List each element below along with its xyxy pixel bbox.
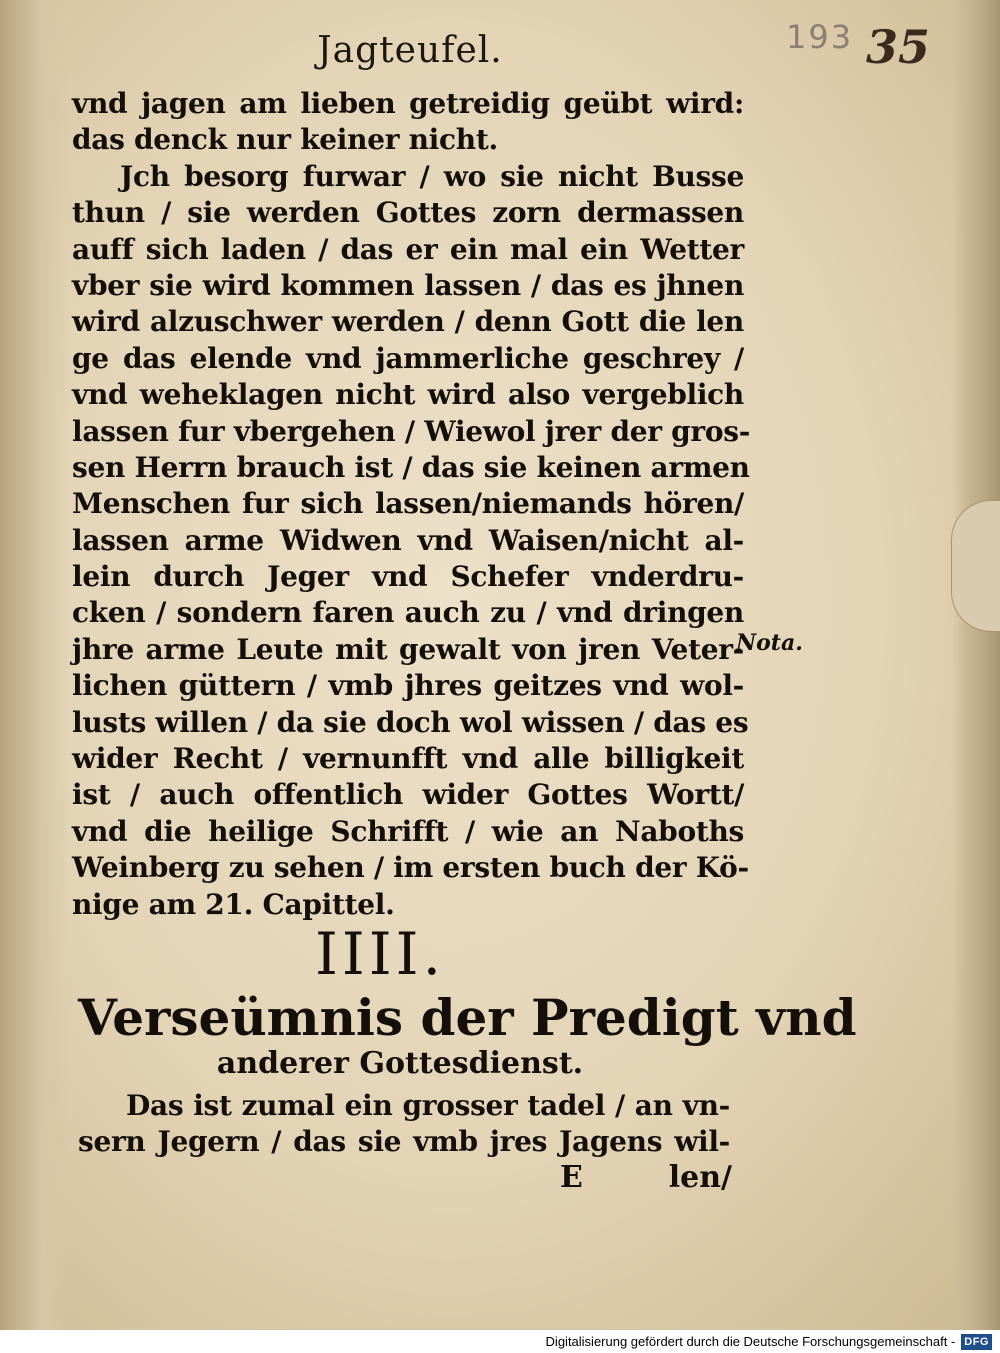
signature-mark: E <box>560 1160 583 1195</box>
text-line: das denck nur keiner nicht. <box>72 123 498 157</box>
section-body-text <box>78 1088 730 1161</box>
text-line: Menschen fur sich lassen/niemands hören/ <box>72 487 744 521</box>
text-line: vnd jagen am lieben getreidig geübt wird: <box>72 87 744 120</box>
text-line: cken / sondern faren auch zu / vnd dringen <box>72 596 744 630</box>
text-line: lusts willen / da sie doch wol wissen / das es <box>72 705 749 739</box>
text-line: lassen arme Widwen vnd Waisen/nicht al- <box>72 523 744 557</box>
pencil-folio-number: 193 <box>786 18 854 56</box>
text-line: thun / sie werden Gottes zorn dermassen <box>72 196 744 230</box>
book-spine-shadow <box>0 0 70 1330</box>
running-head: Jagteufel. <box>317 30 503 71</box>
text-line: sen Herrn brauch ist / das sie keinen armen <box>72 450 750 484</box>
text-line: wider Recht / vernunfft vnd alle billigkeit <box>72 742 744 776</box>
text-line: sern Jegern / das sie vmb jres Jagens wil- <box>78 1125 730 1159</box>
text-line: vnd die heilige Schrifft / wie an Naboths <box>72 814 744 848</box>
section-subtitle: anderer Gottesdienst. <box>216 1046 584 1081</box>
text-line: lassen fur vbergehen / Wiewol jrer der gros- <box>72 414 751 448</box>
margin-note: Nota. <box>736 630 803 656</box>
paper-tab <box>951 500 1000 632</box>
text-line: ist / auch offentlich wider Gottes Wortt/ <box>72 778 744 812</box>
text-line: ge das elende vnd jammerliche geschrey / <box>72 341 744 375</box>
text-line: wird alzuschwer werden / denn Gott die len <box>72 305 744 339</box>
text-line: vnd weheklagen nicht wird also vergeblich <box>72 378 744 412</box>
text-line: jhre arme Leute mit gewalt von jren Veter- <box>72 632 744 666</box>
section-title: Verseümnis der Predigt vnd <box>78 988 857 1047</box>
text-line: lein durch Jeger vnd Schefer vnderdru- <box>72 560 744 594</box>
page-edge <box>952 0 1000 1330</box>
text-line: auff sich laden / das er ein mal ein Wetter <box>72 232 744 266</box>
funding-footer <box>0 1330 1000 1353</box>
body-text <box>72 86 751 923</box>
catchword: len/ <box>668 1160 732 1195</box>
text-line: vber sie wird kommen lassen / das es jhnen <box>72 268 744 302</box>
funding-text: Digitalisierung gefördert durch die Deutsche Forschungsgemeinschaft - <box>545 1334 956 1349</box>
text-line: Jch besorg furwar / wo sie nicht Busse <box>120 159 744 193</box>
page-footer-marks <box>560 1160 732 1195</box>
ink-folio-number: 35 <box>866 20 931 74</box>
text-line: nige am 21. Capittel. <box>72 887 395 921</box>
dfg-logo: DFG <box>961 1334 992 1350</box>
text-line: lichen güttern / vmb jhres geitzes vnd wol- <box>72 669 744 703</box>
section-number: IIII. <box>314 920 446 988</box>
text-line: Das ist zumal ein grosser tadel / an vn- <box>126 1089 730 1122</box>
text-line: Weinberg zu sehen / im ersten buch der Kö- <box>72 851 749 885</box>
